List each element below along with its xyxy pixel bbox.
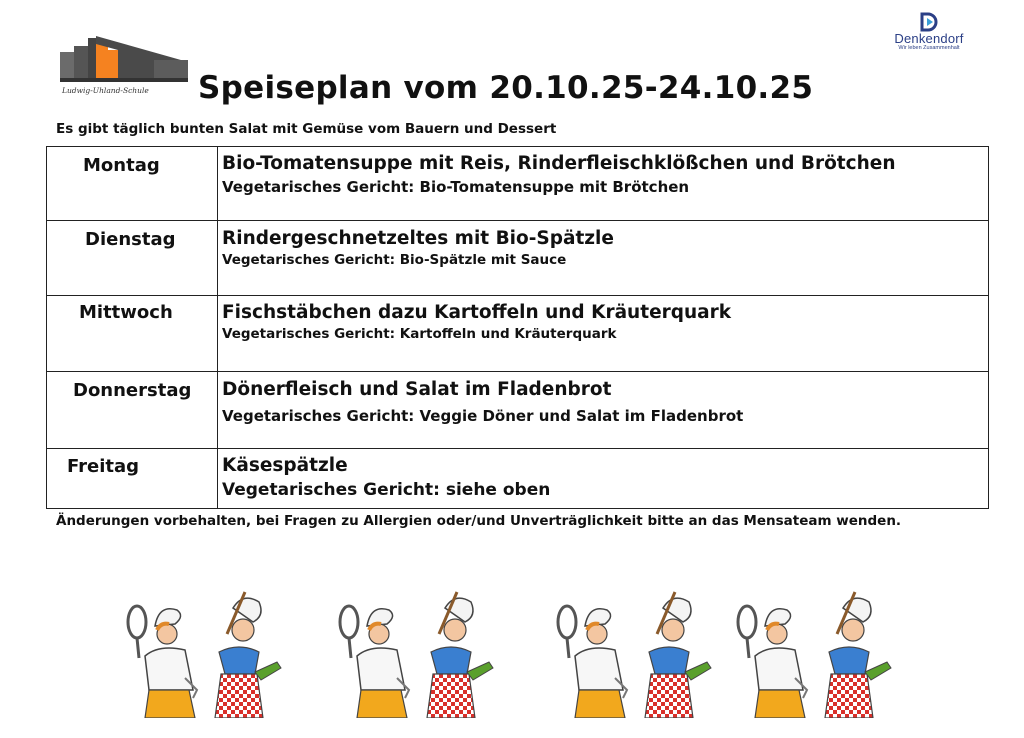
menu-table: [46, 146, 989, 509]
day-label: Freitag: [67, 456, 140, 477]
school-logo: [58, 34, 193, 98]
day-label: Dienstag: [85, 229, 176, 250]
town-tagline: Wir leben Zusammenhalt: [898, 45, 960, 51]
denkendorf-logo: [884, 12, 974, 62]
town-name: Denkendorf: [894, 31, 964, 46]
day-label: Mittwoch: [79, 302, 173, 323]
main-dish: Bio-Tomatensuppe mit Reis, Rinderfleischklößchen und Brötchen: [222, 153, 896, 174]
menu-row: [47, 449, 989, 509]
day-cell: [47, 221, 218, 296]
menu-row: [47, 372, 989, 449]
dish-cell: [218, 449, 989, 509]
vegetarian-dish: Vegetarisches Gericht: siehe oben: [222, 480, 551, 500]
vegetarian-dish: Vegetarisches Gericht: Bio-Spätzle mit Sauce: [222, 252, 567, 268]
main-dish: Käsespätzle: [222, 455, 348, 476]
dish-cell: [218, 147, 989, 221]
page-title: Speiseplan vom 20.10.25-24.10.25: [198, 70, 814, 106]
day-cell: [47, 296, 218, 372]
menu-row: [47, 147, 989, 221]
day-label: Montag: [83, 155, 160, 176]
day-cell: [47, 147, 218, 221]
dish-cell: [218, 372, 989, 449]
footer-note: Änderungen vorbehalten, bei Fragen zu Allergien oder/und Unverträglichkeit bitte an das Mensateam wenden.: [56, 513, 902, 529]
dish-cell: [218, 221, 989, 296]
day-cell: [47, 449, 218, 509]
day-cell: [47, 372, 218, 449]
dish-cell: [218, 296, 989, 372]
main-dish: Rindergeschnetzeltes mit Bio-Spätzle: [222, 228, 614, 249]
vegetarian-dish: Vegetarisches Gericht: Bio-Tomatensuppe mit Brötchen: [222, 178, 690, 196]
school-logo-text: Ludwig-Uhland-Schule: [62, 86, 149, 95]
chef-illustration: [115, 586, 915, 718]
denkendorf-mark-icon: [918, 12, 940, 32]
daily-info: Es gibt täglich bunten Salat mit Gemüse vom Bauern und Dessert: [56, 121, 557, 137]
main-dish: Fischstäbchen dazu Kartoffeln und Kräuterquark: [222, 302, 732, 323]
vegetarian-dish: Vegetarisches Gericht: Kartoffeln und Kräuterquark: [222, 326, 617, 342]
menu-row: [47, 296, 989, 372]
menu-row: [47, 221, 989, 296]
vegetarian-dish: Vegetarisches Gericht: Veggie Döner und Salat im Fladenbrot: [222, 407, 744, 425]
main-dish: Dönerfleisch und Salat im Fladenbrot: [222, 379, 612, 400]
day-label: Donnerstag: [73, 380, 192, 401]
